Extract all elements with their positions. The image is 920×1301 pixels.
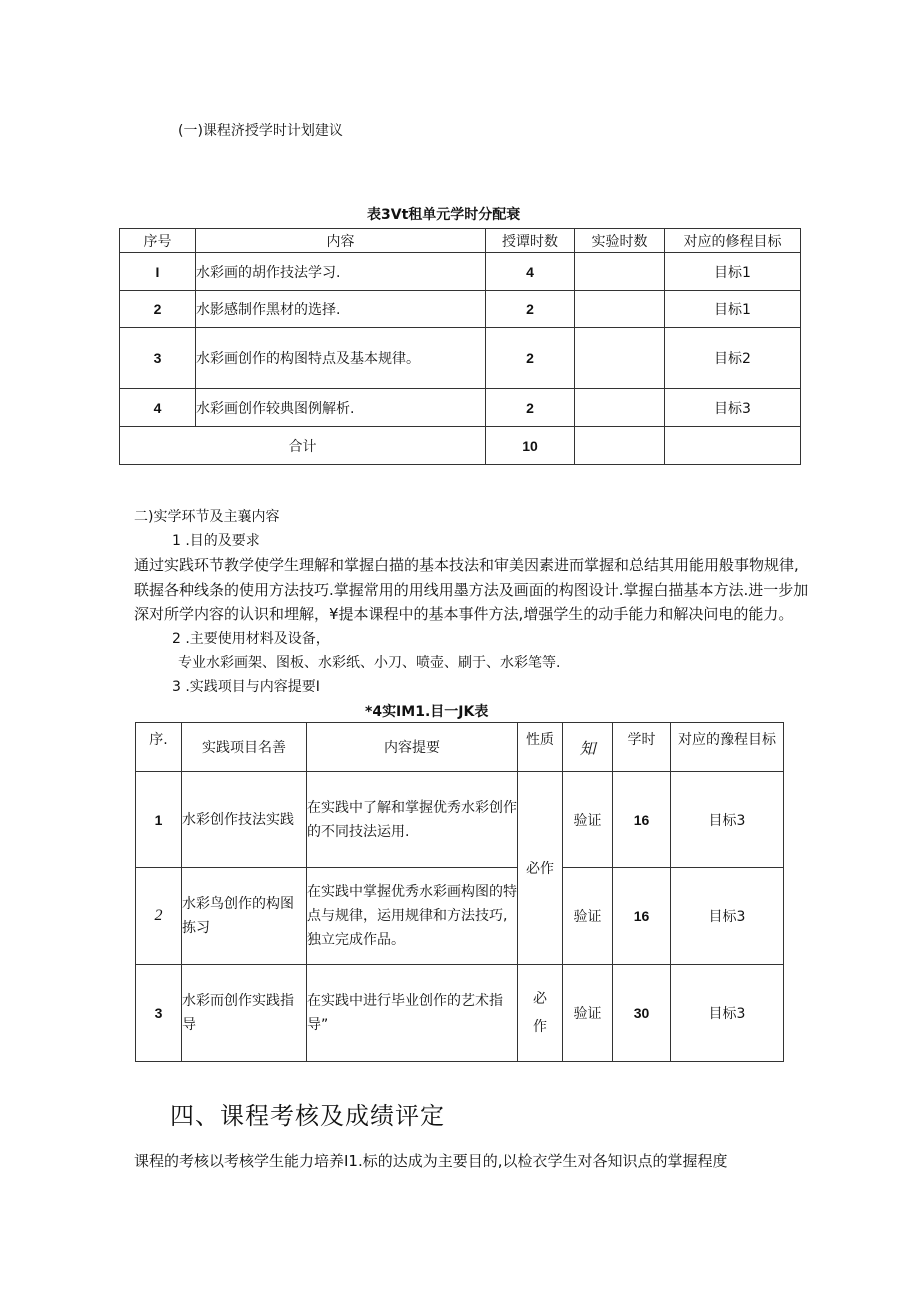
row-hours: 16 (613, 868, 671, 965)
row-project-name: 水彩而创作实践指导 (182, 965, 307, 1062)
table-row (120, 389, 801, 427)
header-nature: 性质 (518, 723, 563, 772)
row-nature-part1: 必 (533, 991, 547, 1007)
row-content: 水彩画的胡作技法学习. (196, 253, 486, 291)
item1-title: 1 .目的及要求 (172, 533, 260, 549)
row-hours: 2 (486, 328, 575, 389)
row-hours: 4 (486, 253, 575, 291)
paragraph1-line1: 通过实践环节教学使学生理解和掌握白描的基本技法和审美因素进而掌握和总结其用能用般事物规律, (134, 556, 799, 574)
row-summary: 在实践中进行毕业创作的艺术指导” (307, 965, 518, 1062)
total-goal (665, 427, 801, 465)
section-title-plan: (一)课程济授学时计划建议 (178, 123, 343, 139)
header-type: 知 (563, 723, 613, 772)
total-label: 合计 (120, 427, 486, 465)
section-title-practice: 二)实学环节及主襄内容 (134, 509, 280, 525)
table-row (120, 253, 801, 291)
item2-title: 2 .主要使用材料及设备， (172, 631, 330, 647)
row-no: 3 (136, 965, 182, 1062)
row-lab (575, 328, 665, 389)
row-content: 水影感制作黑材的选择. (196, 291, 486, 328)
header-project-name: 实践项目名善 (182, 723, 307, 772)
row-summary: 在实践中了解和掌握优秀水彩创作的不同技法运用. (307, 772, 518, 868)
table1-caption: 表3Vt租单元学时分配衰 (367, 207, 521, 223)
row-lab (575, 389, 665, 427)
row-lab (575, 291, 665, 328)
hours-allocation-table (119, 228, 801, 465)
row-nature-part2: 作 (533, 1019, 547, 1035)
row-hours: 16 (613, 772, 671, 868)
row-lab (575, 253, 665, 291)
table-row (136, 772, 784, 868)
table-header-row (136, 723, 784, 772)
paragraph1-line3: 深对所学内容的认识和埋解，¥提本课程中的基本事件方法,增强学生的动手能力和解决问电的能力。 (134, 605, 794, 623)
row-no: 1 (136, 772, 182, 868)
table-header-row (120, 229, 801, 253)
header-no: 序. (136, 723, 182, 772)
total-lab (575, 427, 665, 465)
practice-projects-table (135, 722, 784, 1062)
row-goal: 目标3 (671, 965, 784, 1062)
row-no: I (120, 253, 196, 291)
row-type: 验证 (563, 772, 613, 868)
row-type: 验证 (563, 868, 613, 965)
total-hours: 10 (486, 427, 575, 465)
header-lecture-hours: 授谭时数 (486, 229, 575, 253)
header-lab-hours: 实验时数 (575, 229, 665, 253)
table-row (136, 965, 784, 1062)
row-no: 2 (136, 868, 182, 965)
row-hours: 2 (486, 291, 575, 328)
table-total-row (120, 427, 801, 465)
row-type: 验证 (563, 965, 613, 1062)
header-goal: 对应的豫程目标 (671, 723, 784, 772)
paragraph1-line2: 联握各种线条的使用方法技巧.掌握常用的用线用墨方法及画面的构图设计.掌握白描基本方法.进一步加 (134, 581, 809, 599)
table2-caption: *4实IM1.目一JK表 (365, 704, 489, 720)
row-goal: 目标2 (665, 328, 801, 389)
row-content: 水彩画创作的构图特点及基本规律。 (196, 328, 486, 389)
header-goal: 对应的修程目标 (665, 229, 801, 253)
header-summary: 内容提要 (307, 723, 518, 772)
row-project-name: 水彩创作技法实践 (182, 772, 307, 868)
row-no: 3 (120, 328, 196, 389)
row-no: 2 (120, 291, 196, 328)
nature-merged: 必作 (518, 772, 563, 965)
item2-text: 专业水彩画架、图板、水彩纸、小刀、喷壶、刷于、水彩笔等. (178, 655, 561, 671)
row-goal: 目标1 (665, 253, 801, 291)
header-content: 内容 (196, 229, 486, 253)
table-row (136, 868, 784, 965)
section4-text: 课程的考核以考核学生能力培养I1.标的达成为主要目的,以检衣学生对各知识点的掌握程度 (134, 1152, 728, 1170)
header-hours: 学时 (613, 723, 671, 772)
row-goal: 目标1 (665, 291, 801, 328)
row-goal: 目标3 (671, 772, 784, 868)
section4-heading: 四、课程考核及成绩评定 (170, 1102, 445, 1130)
row-nature (518, 965, 563, 1062)
header-no: 序号 (120, 229, 196, 253)
row-goal: 目标3 (671, 868, 784, 965)
table-row (120, 291, 801, 328)
row-no: 4 (120, 389, 196, 427)
row-project-name: 水彩鸟创作的构图拣习 (182, 868, 307, 965)
item3-title: 3 .实践项目与内容提要I (172, 679, 320, 695)
row-hours: 2 (486, 389, 575, 427)
row-content: 水彩画创作较典图例解析. (196, 389, 486, 427)
row-hours: 30 (613, 965, 671, 1062)
table-row (120, 328, 801, 389)
row-goal: 目标3 (665, 389, 801, 427)
row-summary: 在实践中掌握优秀水彩画构图的特点与规律，运用规律和方法技巧,独立完成作品。 (307, 868, 518, 965)
